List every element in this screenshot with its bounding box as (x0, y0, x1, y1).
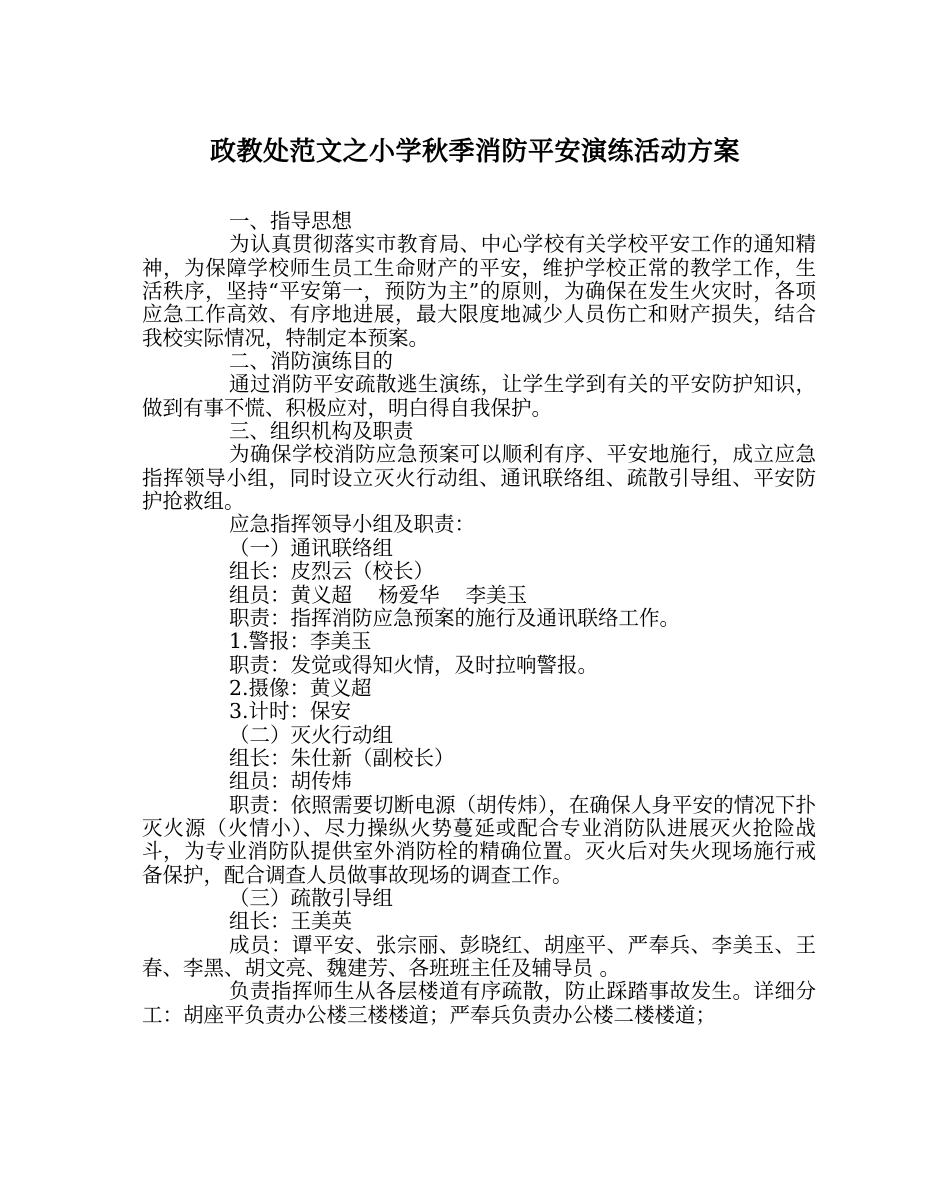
subsection-firefighting-group: （二）灭火行动组 (229, 722, 393, 747)
section-heading-organization: 三、组织机构及职责 (229, 419, 414, 444)
evacuation-group-members: 成员：谭平安、张宗丽、彭晓红、胡座平、严奉兵、李美玉、王春、李黑、胡文亮、魏建芳、各班班主任及辅导员 。 (142, 932, 816, 980)
section-heading-drill-purpose: 二、消防演练目的 (229, 349, 393, 374)
section-heading-guiding-ideology: 一、指导思想 (229, 209, 352, 233)
firefighting-group-members: 组员：胡传炜 (229, 769, 352, 794)
document-title: 政教处范文之小学秋季消防平安演练活动方案 (209, 137, 740, 167)
firefighting-group-duty: 职责：依照需要切断电源（胡传炜），在确保人身平安的情况下扑灭火源（火情小）、尽力操纵火势蔓延或配合专业消防队进展灭火抢险战斗，为专业消防队提供室外消防栓的精确位置。灭火后对失火现场施行戒备保护，配合调查人员做事故现场的调查工作。 (142, 792, 816, 887)
timing-assignment: 3.计时：保安 (229, 699, 352, 724)
evacuation-group-duty: 负责指挥师生从各层楼道有序疏散，防止踩踏事故发生。详细分工：胡座平负责办公楼三楼楼道；严奉兵负责办公楼二楼楼道； (142, 979, 816, 1027)
leading-group-heading: 应急指挥领导小组及职责： (229, 512, 475, 537)
communication-group-members: 组员：黄义超 杨爱华 李美玉 (229, 582, 528, 607)
communication-group-leader: 组长：皮烈云（校长） (229, 559, 434, 584)
firefighting-group-leader: 组长：朱仕新（副校长） (229, 745, 455, 770)
subsection-evacuation-group: （三）疏散引导组 (229, 885, 393, 910)
alarm-assignment: 1.警报：李美玉 (229, 629, 372, 654)
paragraph-organization: 为确保学校消防应急预案可以顺利有序、平安地施行，成立应急指挥领导小组，同时设立灭火行动组、通讯联络组、疏散引导组、平安防护抢救组。 (142, 442, 816, 514)
evacuation-group-leader: 组长：王美英 (229, 909, 352, 934)
document-body (142, 210, 816, 1027)
alarm-duty: 职责：发觉或得知火情，及时拉响警报。 (229, 652, 598, 677)
paragraph-drill-purpose: 通过消防平安疏散逃生演练，让学生学到有关的平安防护知识，做到有事不慌、积极应对，明白得自我保护。 (142, 372, 816, 420)
paragraph-guiding-ideology: 为认真贯彻落实市教育局、中心学校有关学校平安工作的通知精神，为保障学校师生员工生命财产的平安，维护学校正常的教学工作，生活秩序，坚持“平安第一，预防为主”的原则，为确保在发生火灾时，各项应急工作高效、有序地进展，最大限度地减少人员伤亡和财产损失，结合我校实际情况，特制定本预案。 (142, 232, 816, 350)
subsection-communication-group: （一）通讯联络组 (229, 535, 393, 560)
video-assignment: 2.摄像：黄义超 (229, 675, 372, 700)
communication-group-duty: 职责：指挥消防应急预案的施行及通讯联络工作。 (229, 605, 680, 630)
